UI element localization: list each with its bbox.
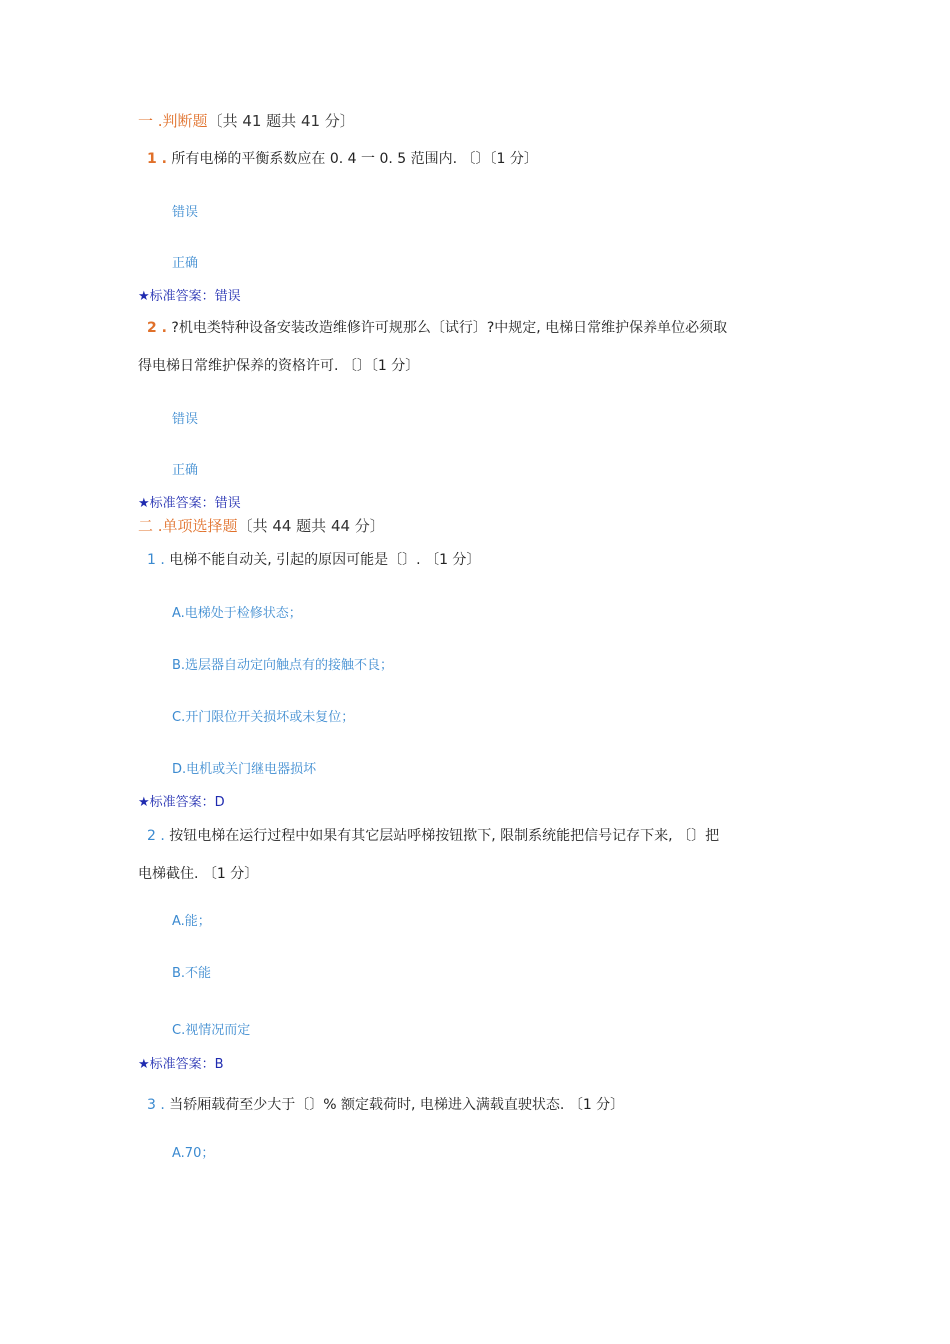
option-c[interactable]: C.开门限位开关损坏或未复位； [172,710,355,725]
section-number: 一 . [138,112,163,130]
star-icon: ★ [138,1057,150,1072]
question-text-line: ?机电类特种设备安装改造维修许可规那么〔试行〕?中规定, 电梯日常维护保养单位必须取 [171,320,728,336]
question-stem [147,550,480,570]
question-stem [147,149,538,169]
standard-answer [138,791,225,810]
option-d[interactable]: D.电机或关门继电器损坏 [172,762,317,777]
question-number: 1 . [147,151,167,167]
question-number: 2 . [147,828,165,844]
section-title-judgment [138,110,355,131]
answer-label: 标准答案： [149,795,215,810]
option-c[interactable]: C.视情况而定 [172,1023,251,1038]
answer-label: 标准答案： [149,289,215,304]
question-number: 1 . [147,552,165,568]
question-stem [147,1095,624,1115]
option-item[interactable]: 正确 [172,256,199,271]
option-a[interactable]: A.能； [172,914,211,929]
option-a[interactable]: A.电梯处于检修状态； [172,606,302,621]
section-meta: 〔共 44 题共 44 分〕 [237,517,385,535]
option-b[interactable]: B.选层器自动定向触点有的接触不良； [172,658,394,673]
star-icon: ★ [138,289,150,304]
section-name: 判断题 [162,112,208,130]
standard-answer [138,492,241,511]
option-a[interactable]: A.70； [172,1146,215,1161]
question-text-line: 所有电梯的平衡系数应在 0. 4 一 0. 5 范围内. 〔〕〔1 分〕 [171,151,538,167]
section-name: 单项选择题 [162,517,238,535]
answer-label: 标准答案： [149,1057,215,1072]
standard-answer [138,285,241,304]
question-stem [147,318,727,338]
question-text-line: 电梯不能自动关, 引起的原因可能是〔〕. 〔1 分〕 [169,552,481,568]
section-meta: 〔共 41 题共 41 分〕 [207,112,355,130]
question-text-line: 电梯截住. 〔1 分〕 [138,866,259,882]
question-text-line: 按钮电梯在运行过程中如果有其它层站呼梯按钮揿下, 限制系统能把信号记存下来, 〔〕把 [169,828,720,844]
answer-value: 错误 [214,289,241,304]
section-number: 二 . [138,517,163,535]
question-text-line: 当轿厢载荷至少大于〔〕% 额定载荷时, 电梯进入满载直驶状态. 〔1 分〕 [169,1097,625,1113]
option-item[interactable]: 错误 [172,412,199,427]
option-item[interactable]: 错误 [172,205,199,220]
question-number: 2 . [147,320,167,336]
option-b[interactable]: B.不能 [172,966,212,981]
answer-value: 错误 [214,496,241,511]
question-number: 3 . [147,1097,165,1113]
question-stem [147,826,719,846]
star-icon: ★ [138,496,150,511]
answer-value: D [214,795,225,810]
standard-answer [138,1053,224,1072]
star-icon: ★ [138,795,150,810]
answer-value: B [214,1057,224,1072]
question-text-line: 得电梯日常维护保养的资格许可. 〔〕〔1 分〕 [138,358,420,374]
answer-label: 标准答案： [149,496,215,511]
option-item[interactable]: 正确 [172,463,199,478]
section-title-single-choice [138,515,385,536]
